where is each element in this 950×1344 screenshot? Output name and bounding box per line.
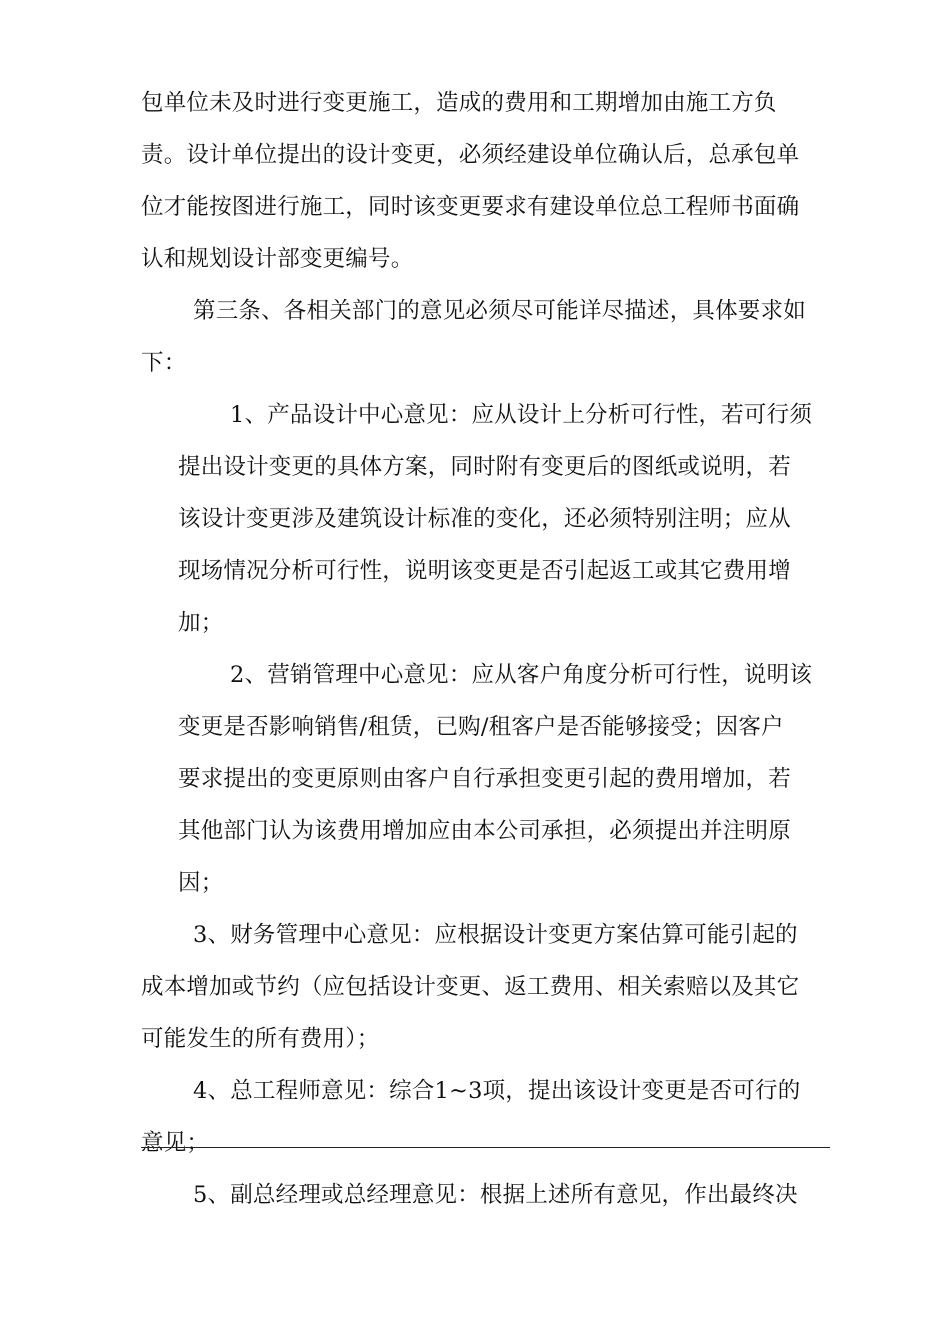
list-item-1-line: 该设计变更涉及建筑设计标准的变化，还必须特别注明；应从	[178, 506, 791, 532]
list-item-2-line: 变更是否影响销售/租赁，已购/租客户是否能够接受；因客户	[178, 714, 784, 740]
list-item-2: 2、营销管理中心意见：应从客户角度分析可行性，说明该	[230, 662, 813, 688]
list-item-3-line: 成本增加或节约（应包括设计变更、返工费用、相关索赔以及其它	[141, 974, 800, 1000]
list-item-2-line: 因；	[178, 870, 224, 896]
list-item-3-line: 可能发生的所有费用）；	[141, 1026, 380, 1052]
list-item-3: 3、财务管理中心意见：应根据设计变更方案估算可能引起的	[193, 922, 798, 948]
list-item-4: 4、总工程师意见：综合1~3项，提出该设计变更是否可行的	[193, 1078, 801, 1104]
body-line: 认和规划设计部变更编号。	[141, 246, 414, 272]
list-item-1-line: 提出设计变更的具体方案，同时附有变更后的图纸或说明，若	[178, 454, 791, 480]
list-item-4-line: 意见；	[141, 1130, 210, 1156]
body-line: 包单位未及时进行变更施工，造成的费用和工期增加由施工方负	[141, 90, 777, 116]
body-line: 位才能按图进行施工，同时该变更要求有建设单位总工程师书面确	[141, 194, 800, 220]
body-line: 责。设计单位提出的设计变更，必须经建设单位确认后，总承包单	[141, 142, 800, 168]
list-item-2-line: 其他部门认为该费用增加应由本公司承担，必须提出并注明原	[178, 818, 791, 844]
article-3-heading-line: 第三条、各相关部门的意见必须尽可能详尽描述，具体要求如	[193, 298, 806, 324]
list-item-5: 5、副总经理或总经理意见：根据上述所有意见，作出最终决	[193, 1182, 798, 1208]
list-item-1-line: 加；	[178, 610, 224, 636]
page-break-divider	[141, 1147, 830, 1148]
list-item-1: 1、产品设计中心意见：应从设计上分析可行性，若可行须	[230, 402, 813, 428]
list-item-1-line: 现场情况分析可行性，说明该变更是否引起返工或其它费用增	[178, 558, 791, 584]
body-line: 下：	[141, 350, 187, 376]
list-item-2-line: 要求提出的变更原则由客户自行承担变更引起的费用增加，若	[178, 766, 791, 792]
